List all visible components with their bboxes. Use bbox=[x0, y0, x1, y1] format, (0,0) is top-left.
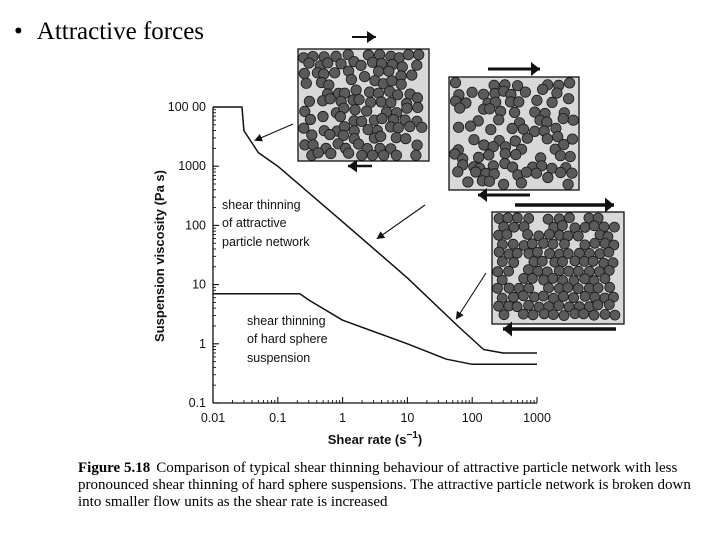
particle bbox=[407, 70, 417, 80]
particle bbox=[357, 150, 367, 160]
pointer-arrow-aggregated bbox=[256, 124, 293, 140]
particle bbox=[504, 266, 514, 276]
particle bbox=[564, 213, 574, 223]
particle bbox=[521, 167, 531, 177]
particle bbox=[507, 123, 517, 133]
x-tick-label: 0.01 bbox=[200, 411, 226, 425]
particle bbox=[484, 176, 494, 186]
particle bbox=[544, 229, 554, 239]
particle bbox=[543, 172, 553, 182]
insets bbox=[298, 31, 624, 337]
particle bbox=[465, 121, 475, 131]
x-tick-label: 10 bbox=[400, 411, 415, 425]
particle bbox=[528, 310, 538, 320]
shear-arrow-top-aggregated-head bbox=[367, 31, 376, 43]
particle bbox=[589, 310, 599, 320]
particle bbox=[512, 213, 522, 223]
y-tick-label: 100 bbox=[185, 218, 206, 233]
particle bbox=[403, 50, 413, 60]
particle bbox=[531, 168, 541, 178]
particle bbox=[412, 140, 422, 150]
y-tick-label: 10 bbox=[192, 277, 206, 292]
particle bbox=[567, 168, 577, 178]
particle bbox=[509, 107, 519, 117]
particle bbox=[479, 140, 489, 150]
annotation-hardsphere-line-2: of hard sphere bbox=[247, 332, 328, 346]
particle bbox=[564, 78, 574, 88]
particle bbox=[376, 131, 386, 141]
particle bbox=[573, 231, 583, 241]
particle bbox=[548, 273, 558, 283]
particle bbox=[593, 300, 603, 310]
y-tick-label: 100 00 bbox=[167, 100, 206, 114]
particle bbox=[500, 148, 510, 158]
x-tick-label: 1000 bbox=[523, 411, 551, 425]
particle bbox=[520, 87, 530, 97]
particle bbox=[580, 274, 590, 284]
particle bbox=[527, 273, 537, 283]
y-tick-label: 0.1 bbox=[188, 396, 206, 410]
particle bbox=[532, 95, 542, 105]
shear-arrow-top-dispersed-head bbox=[605, 198, 614, 213]
particle bbox=[523, 229, 533, 239]
particle bbox=[453, 167, 463, 177]
particle bbox=[508, 239, 518, 249]
particle bbox=[414, 50, 424, 60]
particle bbox=[557, 221, 567, 231]
particle bbox=[558, 291, 568, 301]
particle bbox=[326, 148, 336, 158]
particle bbox=[350, 105, 360, 115]
particle bbox=[412, 60, 422, 70]
particle bbox=[455, 103, 465, 113]
particle bbox=[504, 283, 514, 293]
particle bbox=[516, 178, 526, 188]
particle bbox=[539, 238, 549, 248]
particle bbox=[301, 78, 311, 88]
particle bbox=[351, 85, 361, 95]
particle bbox=[503, 213, 513, 223]
particle bbox=[305, 114, 315, 124]
particle bbox=[609, 222, 619, 232]
particle bbox=[304, 96, 314, 106]
bullet-text: Attractive forces bbox=[36, 18, 205, 45]
particle bbox=[593, 283, 603, 293]
particle bbox=[579, 256, 589, 266]
particle bbox=[362, 106, 372, 116]
figure-caption bbox=[78, 460, 703, 511]
particle bbox=[469, 135, 479, 145]
particle bbox=[386, 97, 396, 107]
particle bbox=[325, 94, 335, 104]
particle bbox=[401, 134, 411, 144]
inset-dispersed bbox=[492, 212, 624, 324]
particle bbox=[568, 115, 578, 125]
particle bbox=[376, 97, 386, 107]
y-tick-label: 1000 bbox=[178, 159, 206, 174]
particle bbox=[411, 150, 421, 160]
particle bbox=[497, 257, 507, 267]
particle bbox=[413, 102, 423, 112]
particle bbox=[396, 79, 406, 89]
particle bbox=[450, 78, 460, 88]
x-tick-label: 100 bbox=[461, 411, 483, 425]
particle bbox=[600, 309, 610, 319]
particle bbox=[417, 122, 427, 132]
figure-caption-text: Comparison of typical shear thinning behaviour of attractive particle network with less pronounced shear thinning of hard sphere suspensions. The attractive particle network is broken down into smaller flow units as the shear rate is increased bbox=[78, 460, 691, 510]
particle bbox=[508, 292, 518, 302]
annotation-attractive-line-3: particle network bbox=[222, 235, 310, 249]
particle bbox=[486, 124, 496, 134]
particle bbox=[555, 167, 565, 177]
particle bbox=[537, 256, 547, 266]
particle bbox=[502, 229, 512, 239]
x-axis-title: Shear rate $(s^{-1})$ bbox=[327, 430, 423, 447]
annotation-attractive-line-1: shear thinning bbox=[222, 198, 301, 212]
particle bbox=[471, 167, 481, 177]
particle bbox=[463, 177, 473, 187]
particle bbox=[579, 309, 589, 319]
particle bbox=[514, 97, 524, 107]
y-axis-title: Suspension viscosity (Pa s) bbox=[152, 170, 167, 342]
bullet-dot: • bbox=[14, 18, 23, 45]
particle bbox=[367, 150, 377, 160]
particle bbox=[560, 239, 570, 249]
particle bbox=[494, 115, 504, 125]
particle bbox=[335, 111, 345, 121]
particle bbox=[354, 94, 364, 104]
particle bbox=[498, 179, 508, 189]
particle bbox=[604, 300, 614, 310]
particle bbox=[359, 71, 369, 81]
particle bbox=[532, 247, 542, 257]
particle bbox=[493, 283, 503, 293]
particle bbox=[580, 291, 590, 301]
pointer-arrow-dispersed bbox=[457, 273, 486, 318]
particle bbox=[307, 130, 317, 140]
particle bbox=[555, 151, 565, 161]
particle bbox=[512, 248, 522, 258]
particle bbox=[569, 293, 579, 303]
pointer-arrow-partial bbox=[378, 205, 425, 238]
particle bbox=[484, 150, 494, 160]
particle bbox=[589, 221, 599, 231]
particle bbox=[539, 309, 549, 319]
particle bbox=[379, 150, 389, 160]
particle bbox=[412, 93, 422, 103]
particle bbox=[580, 222, 590, 232]
particle bbox=[304, 58, 314, 68]
figure-label: Figure 5.18 bbox=[78, 460, 151, 476]
particle bbox=[588, 256, 598, 266]
particle bbox=[538, 291, 548, 301]
inset-partial bbox=[449, 77, 579, 190]
particle bbox=[537, 84, 547, 94]
particle bbox=[325, 129, 335, 139]
annotation-attractive-line-2: of attractive bbox=[222, 216, 287, 230]
particle bbox=[522, 133, 532, 143]
particle bbox=[548, 239, 558, 249]
inset-aggregated bbox=[298, 49, 429, 161]
x-tick-label: 0.1 bbox=[269, 411, 287, 425]
particle bbox=[558, 257, 568, 267]
particle bbox=[391, 150, 401, 160]
particle bbox=[384, 66, 394, 76]
particle bbox=[377, 113, 387, 123]
particle bbox=[313, 148, 323, 158]
particle bbox=[605, 282, 615, 292]
particle bbox=[565, 151, 575, 161]
annotation-hardsphere-line-1: shear thinning bbox=[247, 314, 326, 328]
particle bbox=[343, 148, 353, 158]
particle bbox=[509, 258, 519, 268]
particle bbox=[494, 247, 504, 257]
particle bbox=[405, 121, 415, 131]
particle bbox=[330, 68, 340, 78]
particle bbox=[563, 179, 573, 189]
particle bbox=[548, 310, 558, 320]
particle bbox=[356, 60, 366, 70]
particle bbox=[299, 68, 309, 78]
particle bbox=[558, 113, 568, 123]
particle bbox=[484, 104, 494, 114]
particle bbox=[559, 311, 569, 321]
particle bbox=[453, 122, 463, 132]
annotation-hardsphere-line-3: suspension bbox=[247, 351, 311, 365]
shear-arrow-top-partial-head bbox=[531, 62, 540, 76]
particle bbox=[547, 97, 557, 107]
particle bbox=[604, 247, 614, 257]
x-tick-label: 1 bbox=[339, 411, 347, 425]
particle bbox=[570, 256, 580, 266]
particle bbox=[573, 284, 583, 294]
particle bbox=[563, 94, 573, 104]
particle bbox=[473, 152, 483, 162]
particle bbox=[373, 66, 383, 76]
particle bbox=[529, 292, 539, 302]
particle bbox=[564, 266, 574, 276]
particle bbox=[554, 301, 564, 311]
particle bbox=[542, 134, 552, 144]
particle bbox=[559, 139, 569, 149]
particle bbox=[524, 300, 534, 310]
particle bbox=[393, 123, 403, 133]
particle bbox=[610, 310, 620, 320]
particle bbox=[518, 309, 528, 319]
particle bbox=[590, 238, 600, 248]
particle bbox=[511, 149, 521, 159]
particle bbox=[499, 310, 509, 320]
particle bbox=[323, 58, 333, 68]
particle bbox=[318, 111, 328, 121]
particle bbox=[518, 291, 528, 301]
particle bbox=[387, 76, 397, 86]
y-tick-label: 1 bbox=[199, 336, 206, 351]
particle bbox=[552, 88, 562, 98]
particle bbox=[346, 74, 356, 84]
particle bbox=[467, 87, 477, 97]
particle bbox=[402, 103, 412, 113]
particle bbox=[391, 133, 401, 143]
